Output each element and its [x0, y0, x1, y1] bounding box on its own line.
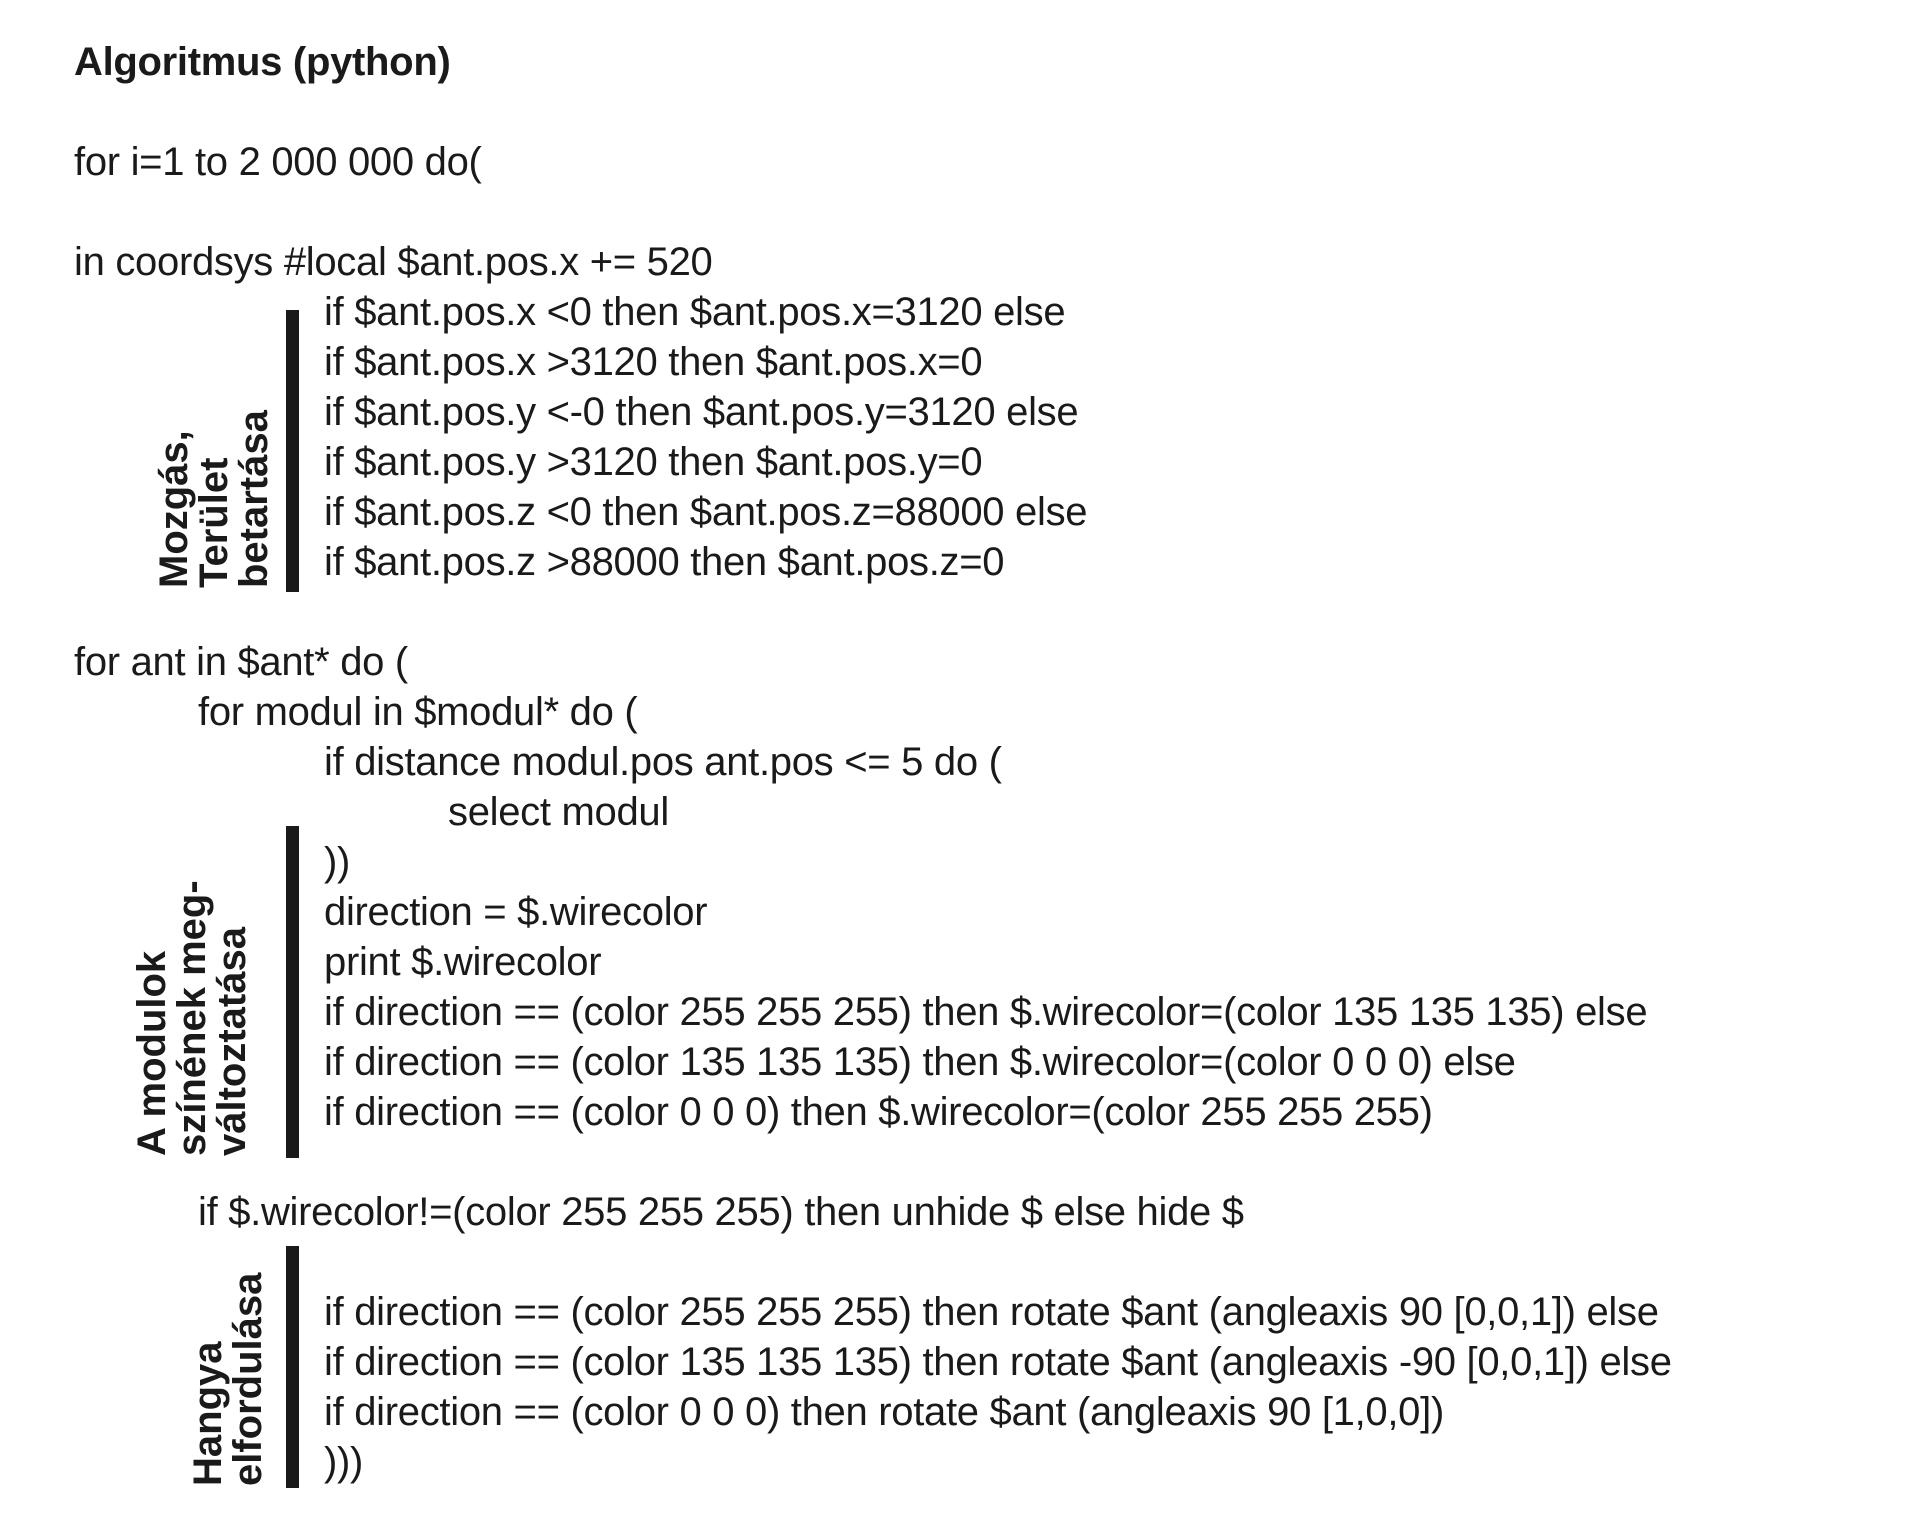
label-movement-line2: Terület	[192, 457, 236, 588]
code-line-rotate-gray: if direction == (color 135 135 135) then rotate $ant (angleaxis -90 [0,0,1]) else	[324, 1340, 1672, 1384]
code-line-pos-y-min: if $ant.pos.y <-0 then $ant.pos.y=3120 else	[324, 390, 1079, 434]
code-line-pos-z-max: if $ant.pos.z >88000 then $ant.pos.z=0	[324, 540, 1005, 584]
code-line-unhide: if $.wirecolor!=(color 255 255 255) then unhide $ else hide $	[198, 1190, 1244, 1234]
section-bar-ant	[286, 1246, 299, 1488]
label-ant-line2: elfordulása	[226, 1272, 270, 1486]
code-line-distance: if distance modul.pos ant.pos <= 5 do (	[324, 740, 1002, 784]
label-movement-line3: betartása	[232, 410, 276, 588]
label-modules-line3: változtatása	[210, 927, 254, 1156]
code-line-pos-z-min: if $ant.pos.z <0 then $ant.pos.z=88000 else	[324, 490, 1088, 534]
code-line-print: print $.wirecolor	[324, 940, 602, 984]
section-label-modules	[132, 880, 252, 1156]
code-line-final-close: )))	[324, 1440, 364, 1484]
label-movement-line1: Mozgás,	[152, 430, 196, 588]
label-modules-line1: A modulok	[130, 950, 174, 1156]
code-line-select-modul: select modul	[448, 790, 669, 834]
section-bar-movement	[286, 310, 299, 592]
section-label-ant	[188, 1273, 268, 1486]
code-line-pos-x-max: if $ant.pos.x >3120 then $ant.pos.x=0	[324, 340, 983, 384]
code-line-wirecolor-black: if direction == (color 0 0 0) then $.wirecolor=(color 255 255 255)	[324, 1090, 1433, 1134]
code-line-wirecolor-gray: if direction == (color 135 135 135) then $.wirecolor=(color 0 0 0) else	[324, 1040, 1516, 1084]
code-line-for-loop: for i=1 to 2 000 000 do(	[74, 140, 482, 184]
code-line-rotate-black: if direction == (color 0 0 0) then rotate $ant (angleaxis 90 [1,0,0])	[324, 1390, 1444, 1434]
label-ant-line1: Hangya	[186, 1341, 230, 1486]
label-modules-line2: színének meg-	[170, 880, 214, 1156]
section-label-movement	[154, 410, 274, 588]
code-line-rotate-white: if direction == (color 255 255 255) then rotate $ant (angleaxis 90 [0,0,1]) else	[324, 1290, 1659, 1334]
code-line-pos-x-min: if $ant.pos.x <0 then $ant.pos.x=3120 else	[324, 290, 1066, 334]
section-bar-modules	[286, 826, 299, 1158]
code-line-for-modul: for modul in $modul* do (	[198, 690, 638, 734]
code-line-pos-y-max: if $ant.pos.y >3120 then $ant.pos.y=0	[324, 440, 983, 484]
code-line-wirecolor-white: if direction == (color 255 255 255) then $.wirecolor=(color 135 135 135) else	[324, 990, 1648, 1034]
code-line-for-ant: for ant in $ant* do (	[74, 640, 408, 684]
code-line-direction: direction = $.wirecolor	[324, 890, 708, 934]
code-line-coordsys: in coordsys #local $ant.pos.x += 520	[74, 240, 713, 284]
code-line-close-parens: ))	[324, 840, 351, 884]
page-title: Algoritmus (python)	[74, 40, 451, 84]
